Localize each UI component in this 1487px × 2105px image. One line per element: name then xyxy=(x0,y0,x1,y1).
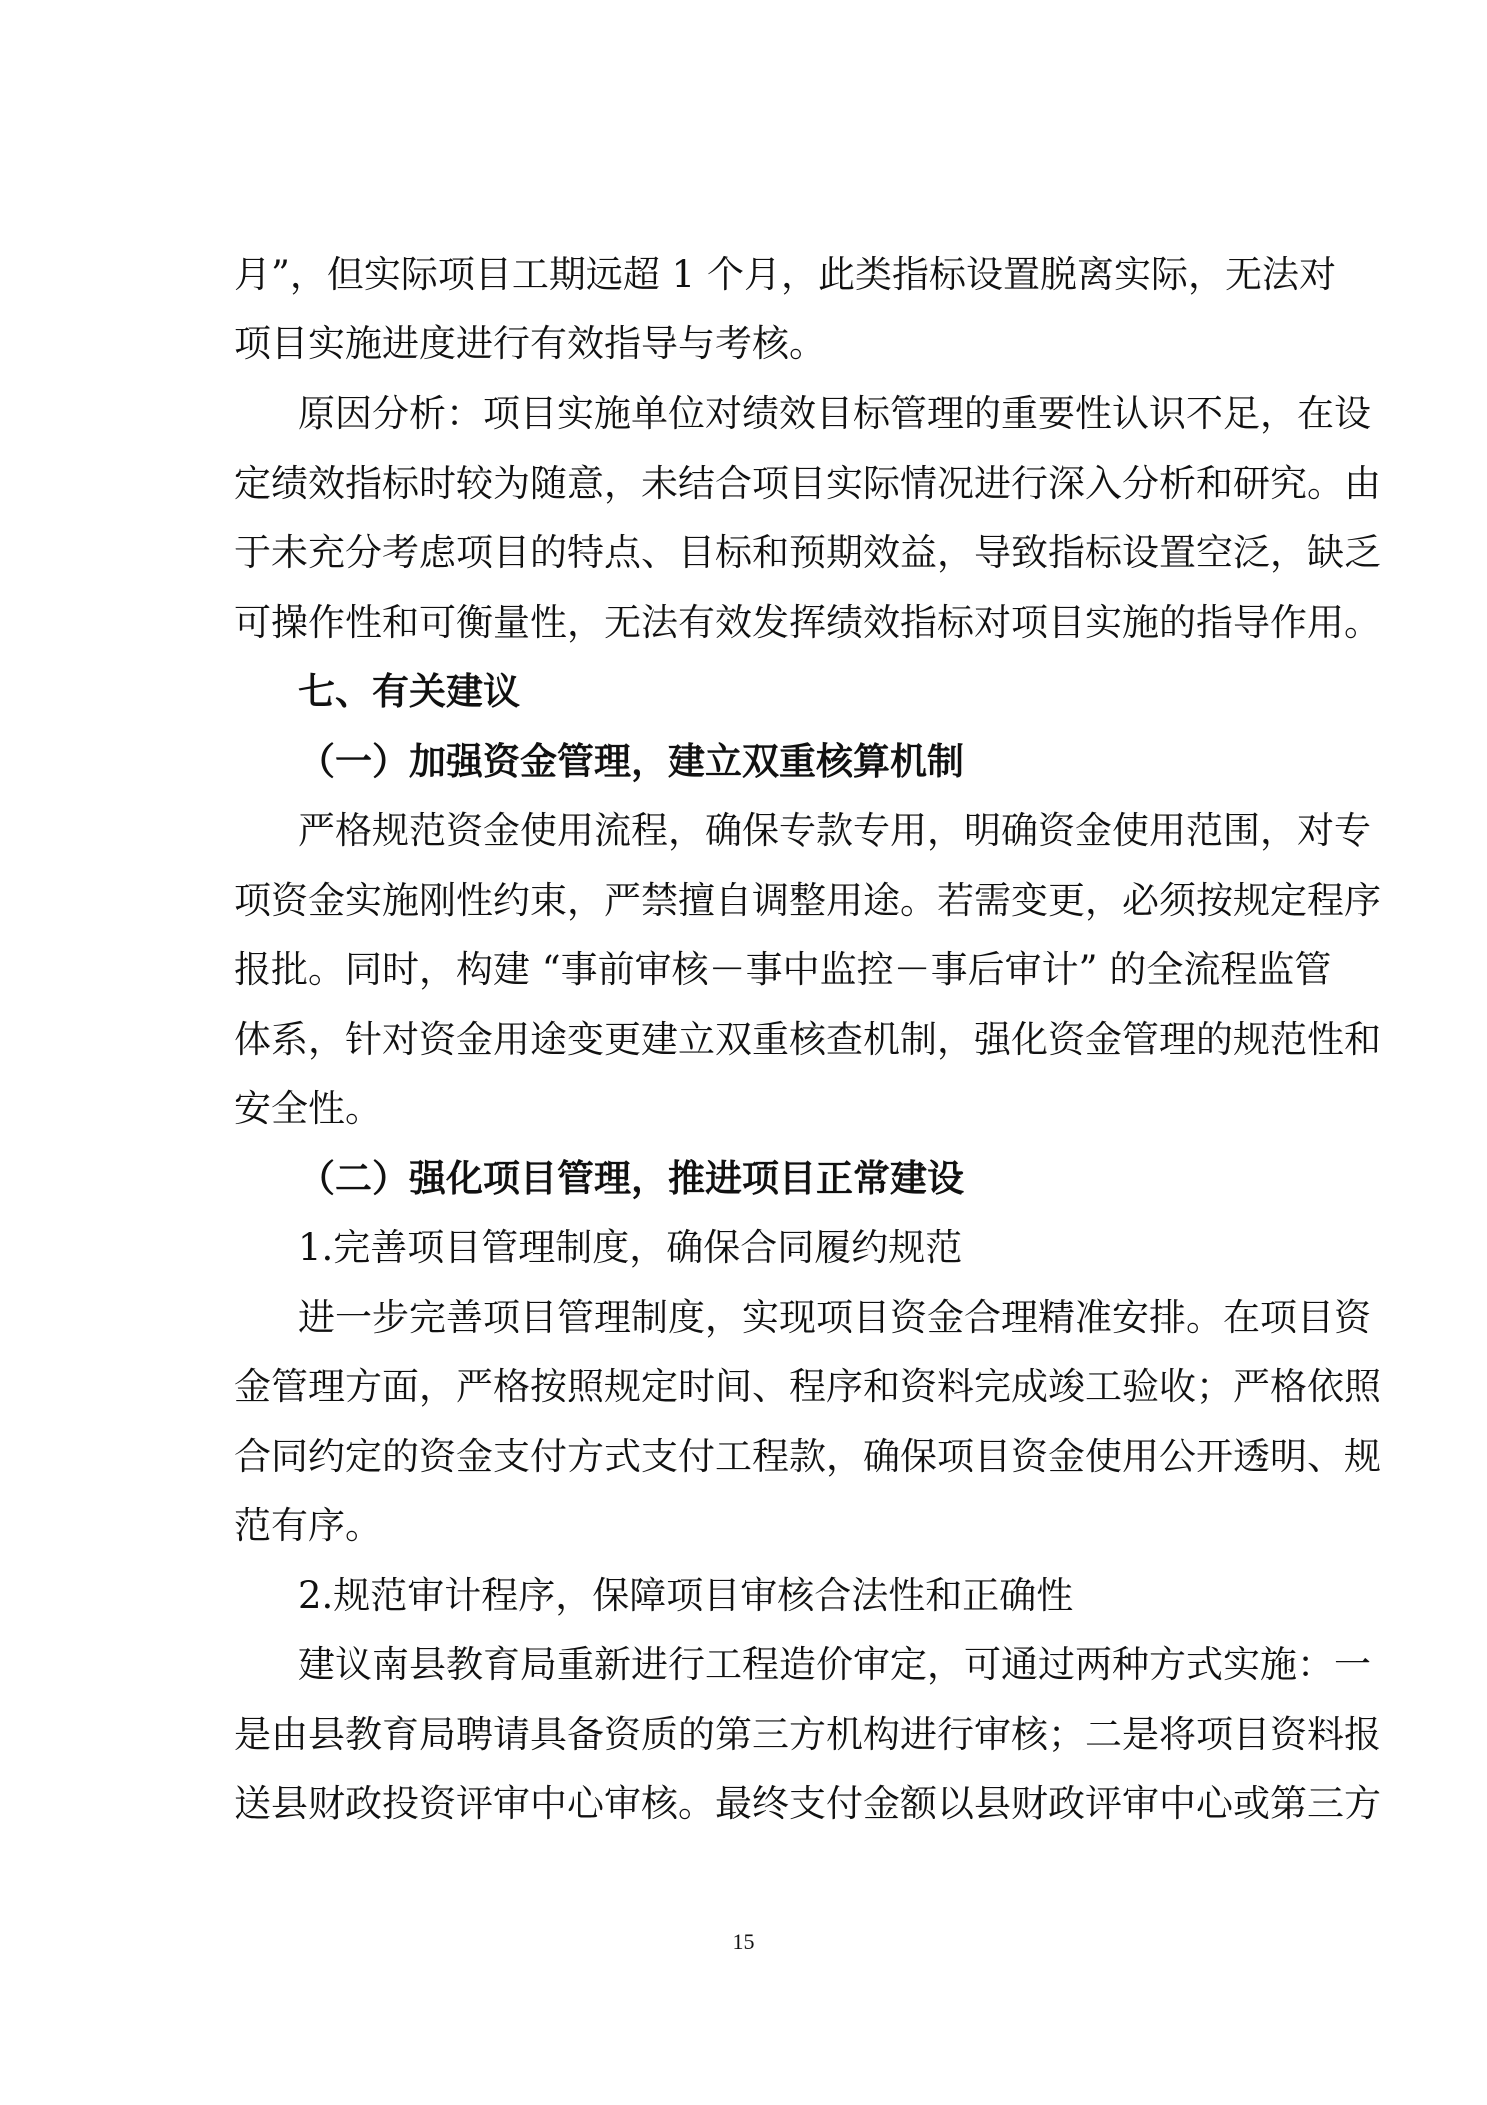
body-line: 可操作性和可衡量性，无法有效发挥绩效指标对项目实施的指导作用。 xyxy=(234,601,1381,644)
body-line: 是由县教育局聘请具备资质的第三方机构进行审核；二是将项目资料报 xyxy=(234,1713,1381,1756)
subsection-heading: （二）强化项目管理，推进项目正常建设 xyxy=(298,1156,964,1200)
section-heading: 七、有关建议 xyxy=(298,669,520,713)
body-line: 建议南县教育局重新进行工程造价审定，可通过两种方式实施：一 xyxy=(298,1643,1371,1686)
body-line: 定绩效指标时较为随意，未结合项目实际情况进行深入分析和研究。由 xyxy=(234,462,1381,505)
body-line: 安全性。 xyxy=(234,1087,382,1130)
subsection-heading: （一）加强资金管理，建立双重核算机制 xyxy=(298,739,964,783)
body-line: 于未充分考虑项目的特点、目标和预期效益，导致指标设置空泛，缺乏 xyxy=(234,531,1381,574)
body-line: 项资金实施刚性约束，严禁擅自调整用途。若需变更，必须按规定程序 xyxy=(234,879,1381,922)
body-line: 送县财政投资评审中心审核。最终支付金额以县财政评审中心或第三方 xyxy=(234,1782,1381,1825)
body-line: 报批。同时，构建 “事前审核－事中监控－事后审计” 的全流程监管 xyxy=(234,948,1332,991)
item-heading: 2.规范审计程序，保障项目审核合法性和正确性 xyxy=(298,1574,1074,1617)
body-line: 进一步完善项目管理制度，实现项目资金合理精准安排。在项目资 xyxy=(298,1296,1371,1339)
body-line: 严格规范资金使用流程，确保专款专用，明确资金使用范围，对专 xyxy=(298,809,1371,852)
item-heading: 1.完善项目管理制度，确保合同履约规范 xyxy=(298,1226,963,1269)
body-line: 范有序。 xyxy=(234,1504,382,1547)
body-line: 体系，针对资金用途变更建立双重核查机制，强化资金管理的规范性和 xyxy=(234,1018,1381,1061)
body-line: 月”，但实际项目工期远超 1 个月，此类指标设置脱离实际，无法对 xyxy=(234,253,1336,296)
body-line: 项目实施进度进行有效指导与考核。 xyxy=(234,322,826,365)
body-line: 原因分析：项目实施单位对绩效目标管理的重要性认识不足，在设 xyxy=(298,392,1371,435)
page-number: 15 xyxy=(732,1929,755,1954)
body-line: 金管理方面，严格按照规定时间、程序和资料完成竣工验收；严格依照 xyxy=(234,1365,1381,1408)
body-line: 合同约定的资金支付方式支付工程款，确保项目资金使用公开透明、规 xyxy=(234,1435,1381,1478)
